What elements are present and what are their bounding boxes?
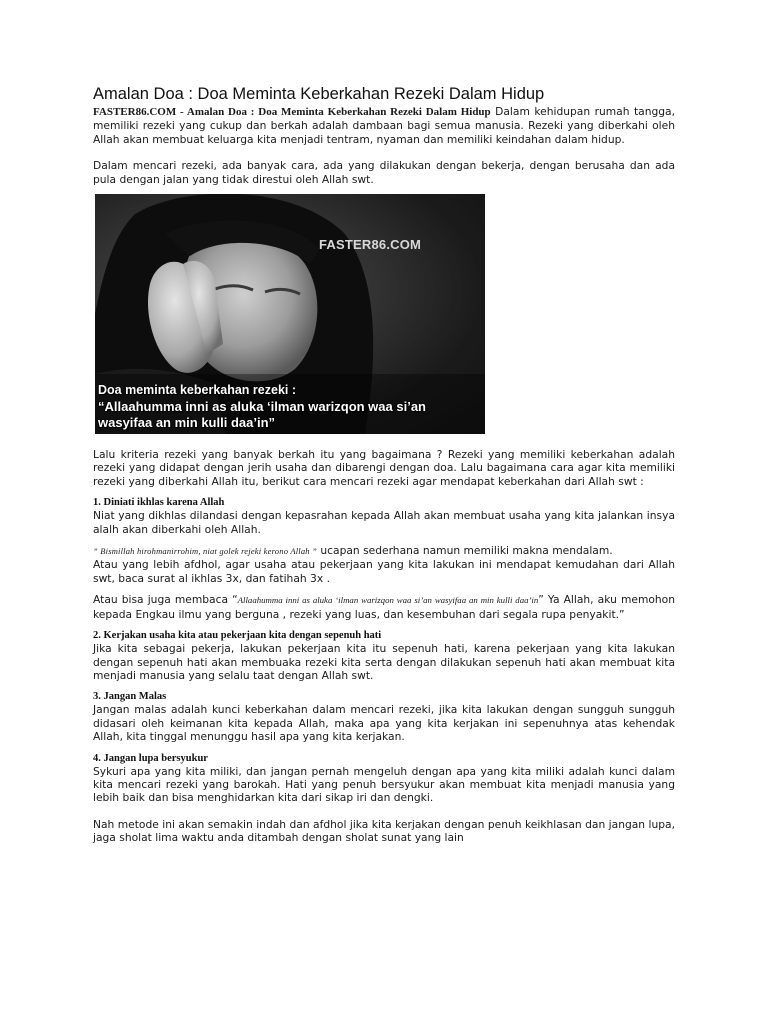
doa-arabic: Allaahumma inni as aluka ‘ilman warizqon waa si’an wasyifaa an min kulli daa’in	[237, 595, 539, 606]
criteria-paragraph: Lalu kriteria rezeki yang banyak berkah itu yang bagaimana ? Rezeki yang memiliki keberkahan adalah rezeki yang didapat dengan jerih usaha dan dibarengi dengan doa. Lalu bagaimana cara agar kita memiliki rezeki yang diberkahi Allah itu, berikut cara mencari rezeki agar mendapat keberkahan dari Allah swt :	[93, 448, 675, 488]
section2-body: Jika kita sebagai pekerja, lakukan pekerjaan kita itu sepenuh hati, karena pekerjaan yang kita lakukan dengan sepenuh hati akan membuaka rezeki kita serta dengan dilakukan sepenuh hati akan membuat kita menjadi manusia yang selalu taat dengan Allah swt.	[93, 642, 675, 682]
section4-body: Sykuri apa yang kita miliki, dan jangan pernah mengeluh dengan apa yang kita miliki adalah kunci dalam kita mencari rezeki yang barokah. Hati yang penuh bersyukur akan membuat kita menjadi manusia yang lebih baik dan bisa menghidarkan kita dari sikap iri dan dengki.	[93, 764, 675, 805]
section3-heading: 3. Jangan Malas	[93, 691, 167, 703]
doa-meaning: ” Ya Allah, aku memohon kepada Engkau ilmu yang berguna , rezeki yang luas, dan kesembuhan dari segala rupa penyakit.”	[93, 593, 675, 621]
article-title: Amalan Doa : Doa Meminta Keberkahan Rezeki Dalam Hidup	[93, 85, 545, 103]
ways-paragraph: Dalam mencari rezeki, ada banyak cara, ada yang dilakukan dengan bekerja, dengan berusaha dan ada pula dengan jalan yang tidak direstui oleh Allah swt.	[93, 159, 675, 186]
doa-prefix: Atau bisa juga membaca “	[93, 593, 238, 607]
section4-heading: 4. Jangan lupa bersyukur	[93, 752, 208, 764]
closing-paragraph: Nah metode ini akan semakin indah dan afdhol jika kita kerjakan dengan penuh keikhlasan dan jangan lupa, jaga sholat lima waktu anda ditambah dengan sholat sunat yang lain	[93, 817, 675, 845]
section1-arabic-paragraph	[93, 544, 675, 558]
article-body	[93, 84, 675, 845]
section3-body: Jangan malas adalah kunci keberkahan dalam mencari rezeki, jika kita lakukan dengan sungguh sungguh didasari oleh keimanan kita kepada Allah, maka apa yang kita kerjakan ini sepenuhnya atas kehendak Allah, kita tinggal menunggu hasil apa yang kita kerjakan.	[93, 703, 675, 744]
intro-body: Dalam kehidupan rumah tangga, memiliki rezeki yang cukup dan berkah adalah dambaan bagi semua manusia. Rezeki yang diberkahi oleh Allah akan membuat keluarga kita menjadi tentram, nyaman dan memiliki keindahan dalam hidup.	[93, 105, 675, 146]
section1-doa-paragraph	[93, 593, 675, 621]
intro-paragraph	[93, 105, 675, 146]
section1-heading: 1. Diniati ikhlas karena Allah	[93, 497, 225, 509]
praying-woman-illustration	[95, 194, 485, 434]
arabic-intention-explanation: ucapan sederhana namun memiliki makna mendalam.	[316, 544, 613, 558]
intro-lead: FASTER86.COM - Amalan Doa : Doa Meminta Keberkahan Rezeki Dalam Hidup	[93, 106, 491, 118]
photo-caption-line2: “Allaahumma inni as aluka ‘ilman warizqon waa si’an	[98, 399, 426, 415]
article-photo	[95, 194, 485, 434]
arabic-intention: ” Bismillah hirohmanirrohim, niat golek rejeki kerono Allah ”	[93, 546, 317, 557]
photo-caption-line1: Doa meminta keberkahan rezeki :	[98, 383, 296, 398]
section1-body: Niat yang dikhlas dilandasi dengan kepasrahan kepada Allah akan membuat usaha yang kita jalankan insya alalh akan diberkahi oleh Allah.	[93, 509, 675, 536]
section1-afdhol: Atau yang lebih afdhol, agar usaha atau pekerjaan yang kita lakukan ini mendapat kemudahan dari Allah swt, baca surat al ikhlas 3x, dan fatihah 3x .	[93, 558, 675, 585]
section2-heading: 2. Kerjakan usaha kita atau pekerjaan kita dengan sepenuh hati	[93, 630, 382, 642]
photo-caption-line3: wasyifaa an min kulli daa’in”	[98, 415, 276, 431]
photo-watermark: FASTER86.COM	[319, 237, 422, 253]
